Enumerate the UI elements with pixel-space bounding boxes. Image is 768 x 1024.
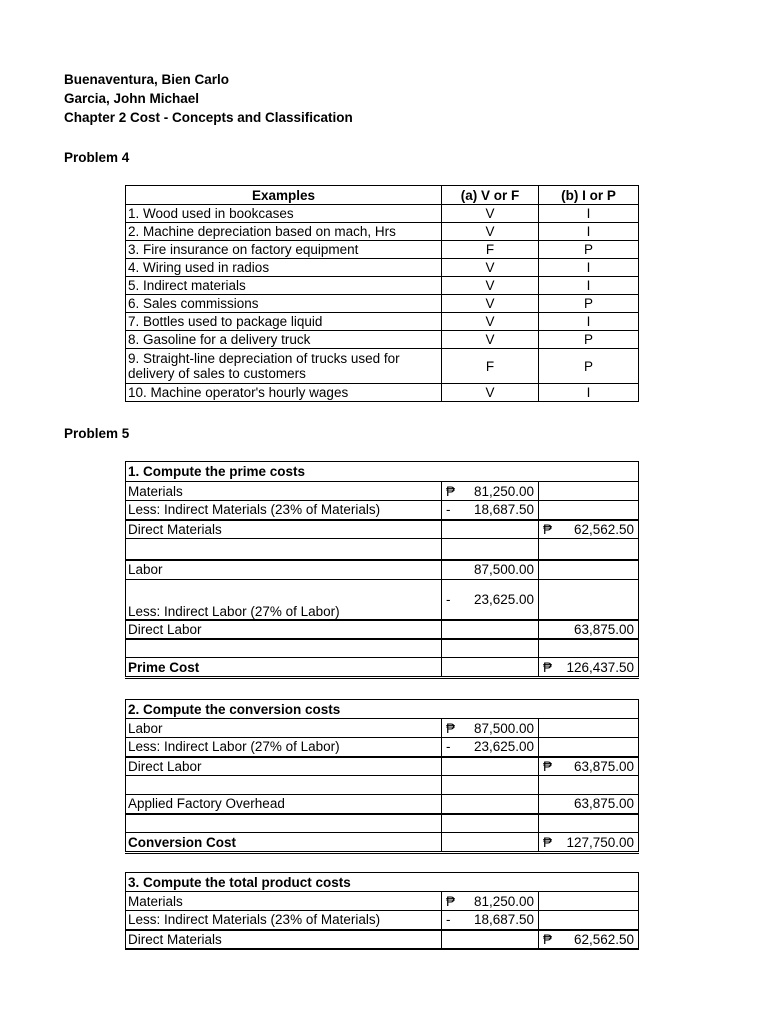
product-cost-table xyxy=(125,872,639,950)
header-v-or-f: (a) V or F xyxy=(442,186,539,205)
minus-sign: - xyxy=(446,739,451,755)
amount-cell xyxy=(442,892,539,911)
row-label: Labor xyxy=(126,560,442,580)
table-row xyxy=(126,520,639,539)
author-name-2: Garcia, John Michael xyxy=(64,91,200,106)
i-or-p-cell: P xyxy=(539,349,639,384)
amount-cell xyxy=(539,795,639,814)
peso-sign: ₱ xyxy=(543,834,553,850)
row-label: Less: Indirect Materials (23% of Materials) xyxy=(126,501,442,520)
i-or-p-cell: I xyxy=(539,313,639,331)
amount-value: 23,625.00 xyxy=(473,739,534,755)
i-or-p-cell: P xyxy=(539,331,639,349)
amount-value: 127,750.00 xyxy=(566,834,635,850)
table-row xyxy=(126,482,639,501)
chapter-title: Chapter 2 Cost - Concepts and Classification xyxy=(64,110,353,125)
table-row xyxy=(126,295,639,313)
v-or-f-cell: V xyxy=(442,259,539,277)
amount-cell xyxy=(539,520,639,539)
table-row xyxy=(126,313,639,331)
amount-cell xyxy=(539,930,639,949)
row-label: Applied Factory Overhead xyxy=(126,795,442,814)
peso-sign: ₱ xyxy=(543,521,553,537)
table-row xyxy=(126,620,639,639)
row-label: Conversion Cost xyxy=(126,833,442,853)
table-row xyxy=(126,795,639,814)
row-label: Less: Indirect Labor (27% of Labor) xyxy=(126,738,442,757)
amount-value: 81,250.00 xyxy=(473,483,534,499)
amount-cell xyxy=(442,580,539,620)
i-or-p-cell: I xyxy=(539,223,639,241)
amount-cell xyxy=(539,833,639,853)
amount-cell xyxy=(442,911,539,930)
problem-5-title: Problem 5 xyxy=(64,426,130,441)
row-label: Materials xyxy=(126,892,442,911)
row-label: Less: Indirect Labor (27% of Labor) xyxy=(126,580,442,620)
minus-sign: - xyxy=(446,591,451,607)
header-i-or-p: (b) I or P xyxy=(539,186,639,205)
table-row xyxy=(126,501,639,520)
table-row xyxy=(126,259,639,277)
amount-value: 62,562.50 xyxy=(573,931,634,947)
table-row xyxy=(126,349,639,384)
table-row xyxy=(126,580,639,620)
amount-value: 81,250.00 xyxy=(473,893,534,909)
example-cell: 10. Machine operator's hourly wages xyxy=(126,384,442,402)
i-or-p-cell: P xyxy=(539,295,639,313)
amount-value: 87,500.00 xyxy=(473,720,534,736)
problem-4-title: Problem 4 xyxy=(64,150,130,165)
problem-4-rows xyxy=(126,205,639,402)
amount-cell xyxy=(442,482,539,501)
amount-cell xyxy=(442,560,539,580)
row-label: Direct Labor xyxy=(126,757,442,776)
i-or-p-cell: P xyxy=(539,241,639,259)
minus-sign: - xyxy=(446,502,451,518)
product-cost-title: 3. Compute the total product costs xyxy=(126,873,639,892)
peso-sign: ₱ xyxy=(446,893,456,909)
example-cell: 6. Sales commissions xyxy=(126,295,442,313)
row-label: Direct Materials xyxy=(126,930,442,949)
author-name-1: Buenaventura, Bien Carlo xyxy=(64,72,230,87)
peso-sign: ₱ xyxy=(543,758,553,774)
example-cell: 8. Gasoline for a delivery truck xyxy=(126,331,442,349)
example-cell: 5. Indirect materials xyxy=(126,277,442,295)
table-row xyxy=(126,223,639,241)
table-row xyxy=(126,911,639,930)
v-or-f-cell: F xyxy=(442,349,539,384)
amount-cell xyxy=(539,620,639,639)
amount-cell xyxy=(539,757,639,776)
i-or-p-cell: I xyxy=(539,384,639,402)
row-label: Direct Materials xyxy=(126,520,442,539)
v-or-f-cell: V xyxy=(442,331,539,349)
v-or-f-cell: V xyxy=(442,384,539,402)
amount-value: 62,562.50 xyxy=(573,521,635,537)
example-cell: 9. Straight-line depreciation of trucks used for delivery of sales to customers xyxy=(126,349,442,384)
table-row xyxy=(126,719,639,738)
example-cell: 3. Fire insurance on factory equipment xyxy=(126,241,442,259)
example-cell: 4. Wiring used in radios xyxy=(126,259,442,277)
i-or-p-cell: I xyxy=(539,259,639,277)
v-or-f-cell: F xyxy=(442,241,539,259)
row-label: Less: Indirect Materials (23% of Materials) xyxy=(126,911,442,930)
table-row xyxy=(126,757,639,776)
table-row xyxy=(126,658,639,678)
amount-value: 63,875.00 xyxy=(573,758,635,774)
table-row xyxy=(126,241,639,259)
amount-value: 63,875.00 xyxy=(573,621,635,637)
table-row xyxy=(126,277,639,295)
table-row xyxy=(126,930,639,949)
v-or-f-cell: V xyxy=(442,205,539,223)
amount-value: 18,687.50 xyxy=(473,912,534,928)
table-row xyxy=(126,892,639,911)
row-label: Materials xyxy=(126,482,442,501)
table-row xyxy=(126,560,639,580)
v-or-f-cell: V xyxy=(442,295,539,313)
amount-value: 63,875.00 xyxy=(573,796,635,812)
amount-value: 23,625.00 xyxy=(473,591,534,607)
amount-value: 126,437.50 xyxy=(566,659,635,675)
i-or-p-cell: I xyxy=(539,205,639,223)
table-row xyxy=(126,331,639,349)
amount-value: 87,500.00 xyxy=(473,562,534,578)
conversion-cost-table xyxy=(125,699,639,854)
example-cell: 1. Wood used in bookcases xyxy=(126,205,442,223)
v-or-f-cell: V xyxy=(442,277,539,295)
table-row xyxy=(126,205,639,223)
v-or-f-cell: V xyxy=(442,313,539,331)
amount-value: 18,687.50 xyxy=(473,502,534,518)
example-cell: 2. Machine depreciation based on mach, Hrs xyxy=(126,223,442,241)
conversion-cost-title: 2. Compute the conversion costs xyxy=(126,700,639,719)
example-cell: 7. Bottles used to package liquid xyxy=(126,313,442,331)
minus-sign: - xyxy=(446,912,451,928)
v-or-f-cell: V xyxy=(442,223,539,241)
table-row xyxy=(126,384,639,402)
peso-sign: ₱ xyxy=(543,659,553,675)
problem-4-table xyxy=(125,185,639,402)
table-row xyxy=(126,738,639,757)
row-label: Prime Cost xyxy=(126,658,442,678)
i-or-p-cell: I xyxy=(539,277,639,295)
peso-sign: ₱ xyxy=(446,483,456,499)
prime-cost-table xyxy=(125,461,639,679)
header-examples: Examples xyxy=(126,186,442,205)
peso-sign: ₱ xyxy=(543,931,553,947)
amount-cell xyxy=(539,658,639,678)
amount-cell xyxy=(442,501,539,520)
row-label: Direct Labor xyxy=(126,620,442,639)
amount-cell xyxy=(442,738,539,757)
prime-cost-title: 1. Compute the prime costs xyxy=(126,462,639,482)
amount-cell xyxy=(442,719,539,738)
row-label: Labor xyxy=(126,719,442,738)
peso-sign: ₱ xyxy=(446,720,456,736)
table-row xyxy=(126,833,639,853)
